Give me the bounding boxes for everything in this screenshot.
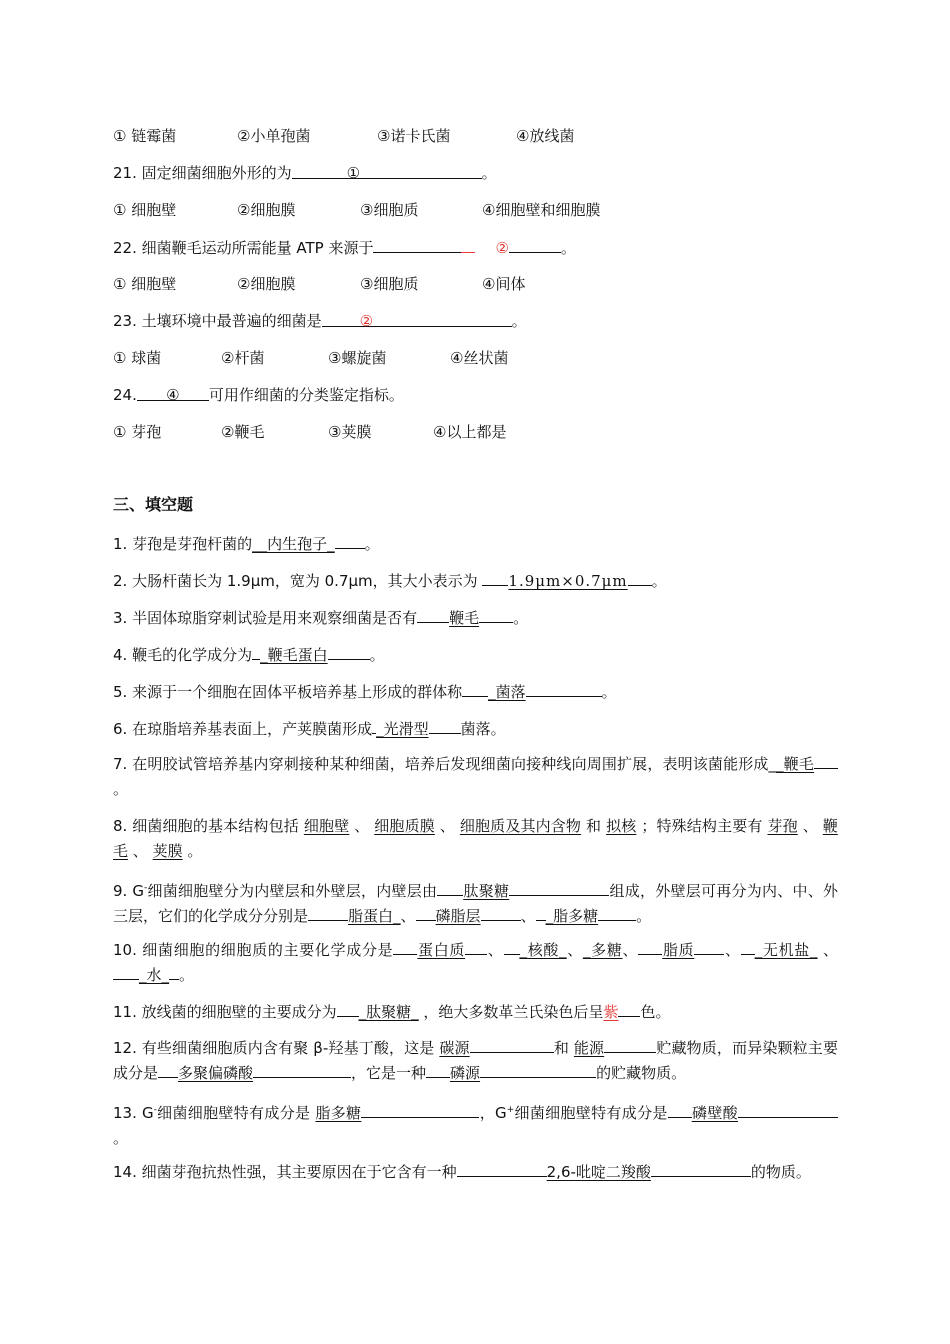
fill-11 — [113, 1000, 838, 1023]
blank — [158, 1061, 178, 1078]
fill-8 — [113, 814, 838, 864]
punct: 。 — [513, 609, 529, 627]
punct: 。 — [179, 966, 195, 984]
stem: 1. 芽孢是芽孢杆菌的 — [113, 535, 253, 553]
option: ③螺旋菌 — [328, 349, 387, 367]
blank — [668, 1101, 692, 1118]
stem: 和 — [553, 1039, 569, 1057]
answer: 能源 — [573, 1039, 605, 1057]
answer: 紫 — [603, 1003, 619, 1021]
fill-3 — [113, 606, 838, 629]
blank — [598, 904, 636, 921]
punct: 和 — [586, 817, 602, 835]
fill-1 — [113, 532, 838, 555]
question-stem: 22. 细菌鞭毛运动所需能量 ATP 来源于 — [113, 239, 374, 257]
punct: 、 — [400, 907, 416, 925]
option: ②鞭毛 — [221, 423, 265, 441]
stem: ；特殊结构主要有 — [641, 817, 763, 835]
blank — [814, 752, 838, 769]
stem: 4. 鞭毛的化学成分为 — [113, 646, 253, 664]
option: ④丝状菌 — [450, 349, 509, 367]
blank — [169, 963, 179, 980]
answer: 鞭毛 — [113, 817, 838, 860]
blank — [482, 569, 508, 586]
answer: _无机盐_ — [754, 941, 818, 959]
superscript: - — [153, 1105, 157, 1115]
stem: 14. 细菌芽孢抗热性强，其主要原因在于它含有一种 — [113, 1163, 457, 1181]
stem: 2. 大肠杆菌长为 1.9μm，宽为 0.7μm，其大小表示为 — [113, 572, 478, 590]
option: ① 细胞壁 — [113, 275, 177, 293]
stem: 8. 细菌细胞的基本结构包括 — [113, 817, 299, 835]
fill-4 — [113, 643, 838, 666]
blank — [462, 680, 488, 697]
blank — [509, 879, 609, 896]
punct: 。 — [511, 312, 527, 330]
answer: 芽孢 — [767, 817, 798, 835]
punct: 。 — [187, 842, 203, 860]
blank — [694, 938, 724, 955]
answer: ② — [359, 312, 374, 330]
superscript: - — [143, 883, 148, 893]
option: ① 细胞壁 — [113, 201, 177, 219]
blank — [416, 904, 436, 921]
answer-blank — [461, 236, 475, 253]
option: ① 链霉菌 — [113, 127, 177, 145]
section-heading: 三、填空题 — [113, 495, 194, 514]
punct: 、 — [622, 941, 639, 959]
blank — [465, 938, 487, 955]
answer: 脂蛋白_ — [348, 907, 401, 925]
superscript: + — [506, 1105, 515, 1115]
punct: 。 — [364, 535, 380, 553]
answer: 磷源 — [450, 1064, 481, 1082]
stem: 9. G — [113, 882, 144, 900]
blank — [361, 1101, 479, 1118]
stem: 13. G — [113, 1104, 154, 1122]
answer: _肽聚糖_ — [358, 1003, 419, 1021]
answer: _多糖 — [582, 941, 623, 959]
stem: 12. 有些细菌细胞质内含有聚 β-羟基丁酸，这是 — [113, 1039, 435, 1057]
option: ④以上都是 — [433, 423, 507, 441]
blank — [457, 1160, 547, 1177]
stem: 贮藏物质，而异染颗粒主要成分是 — [113, 1039, 838, 1082]
question-stem: 可用作细菌的分类鉴定指标。 — [208, 386, 404, 404]
answer: 碳源 — [439, 1039, 470, 1057]
q22-options — [113, 273, 838, 295]
punct: 、 — [822, 941, 838, 959]
question-21 — [113, 162, 838, 184]
answer: 磷脂层 — [435, 907, 481, 925]
answer: 脂质 — [662, 941, 695, 959]
option: ②细胞膜 — [237, 275, 296, 293]
answer: _鞭毛蛋白 — [260, 646, 328, 664]
answer-blank — [509, 236, 561, 253]
punct: 。 — [601, 683, 617, 701]
punct: 。 — [481, 164, 497, 182]
answer-blank — [373, 236, 461, 253]
fill-12 — [113, 1036, 838, 1086]
question-24 — [113, 384, 838, 406]
blank — [337, 1000, 359, 1017]
punct: 、 — [354, 817, 370, 835]
stem: 7. 在明胶试管培养基内穿刺接种某种细菌，培养后发现细菌向接种线向周围扩展，表明该菌能形成_ — [113, 755, 777, 773]
option: ③荚膜 — [328, 423, 372, 441]
stem: 组成，外壁层可再分为内、中、外三层，它们的化学成分分别是 — [113, 882, 838, 925]
blank — [252, 643, 260, 660]
blank — [741, 938, 755, 955]
q23-options — [113, 347, 838, 369]
answer: 拟核 — [606, 817, 637, 835]
punct: 、 — [487, 941, 504, 959]
fill-5 — [113, 680, 838, 703]
punct: 。 — [113, 1129, 129, 1147]
question-23 — [113, 310, 838, 332]
question-22 — [113, 236, 838, 259]
answer: ④ — [166, 386, 180, 404]
blank — [604, 1036, 656, 1053]
option: ③细胞质 — [360, 201, 419, 219]
blank — [308, 904, 348, 921]
blank — [526, 680, 602, 697]
answer: 细胞质及其内含物 — [459, 817, 582, 835]
punct: 、 — [439, 817, 455, 835]
answer: ② — [495, 239, 509, 257]
answer: _脂多糖 — [545, 907, 599, 925]
option: ③诺卡氏菌 — [377, 127, 451, 145]
answer: _鞭毛 — [776, 755, 814, 773]
option: ②杆菌 — [221, 349, 265, 367]
punct: 、 — [132, 842, 148, 860]
q20-options — [113, 125, 838, 147]
stem: 的物质。 — [750, 1163, 811, 1181]
blank — [253, 1061, 351, 1078]
answer: __内生孢子_ — [252, 535, 335, 553]
question-number: 24. — [113, 386, 137, 404]
blank — [113, 963, 139, 980]
option: ③细胞质 — [360, 275, 419, 293]
stem: 5. 来源于一个细胞在固体平板培养基上形成的群体称 — [113, 683, 463, 701]
punct: 。 — [369, 646, 385, 664]
blank — [651, 1160, 751, 1177]
blank — [618, 1000, 640, 1017]
answer: _核酸_ — [519, 941, 567, 959]
option: ④细胞壁和细胞膜 — [482, 201, 601, 219]
stem: ，它是一种 — [351, 1064, 427, 1082]
option: ②细胞膜 — [237, 201, 296, 219]
answer-blank — [322, 310, 512, 330]
blank — [480, 1061, 596, 1078]
question-stem: 23. 土壤环境中最普遍的细菌是 — [113, 312, 322, 330]
answer: 肽聚糖 — [463, 882, 510, 900]
stem: 色。 — [640, 1003, 671, 1021]
punct: 。 — [560, 239, 576, 257]
fill-7 — [113, 752, 838, 802]
blank — [738, 1101, 838, 1118]
option: ④放线菌 — [516, 127, 575, 145]
answer: 磷壁酸 — [691, 1104, 738, 1122]
answer: _菌落 — [488, 683, 526, 701]
punct: 、 — [566, 941, 583, 959]
blank — [470, 1036, 554, 1053]
question-stem: 21. 固定细菌细胞外形的为 — [113, 164, 292, 182]
punct: 。 — [113, 780, 129, 798]
answer: 脂多糖 — [315, 1104, 362, 1122]
stem: 的贮藏物质。 — [596, 1064, 687, 1082]
stem: ，绝大多数革兰氏染色后呈 — [423, 1003, 604, 1021]
blank — [481, 904, 521, 921]
option: ②小单孢菌 — [237, 127, 311, 145]
answer: 1.9μm×0.7μm — [508, 572, 628, 590]
answer-blank — [292, 162, 482, 182]
answer: 荚膜 — [152, 842, 183, 860]
blank — [393, 938, 417, 955]
blank — [417, 606, 449, 623]
fill-14 — [113, 1160, 838, 1185]
answer: 蛋白质 — [417, 941, 466, 959]
blank — [429, 717, 461, 734]
option: ① 球菌 — [113, 349, 162, 367]
blank — [638, 938, 662, 955]
answer: ① — [346, 164, 361, 182]
answer: 细胞壁 — [303, 817, 350, 835]
fill-2 — [113, 569, 838, 592]
blank — [504, 938, 520, 955]
answer-blank — [137, 384, 209, 404]
q21-options — [113, 199, 838, 221]
punct: 。 — [651, 572, 667, 590]
fill-10 — [113, 938, 838, 988]
blank — [426, 1061, 450, 1078]
punct: 、 — [520, 907, 536, 925]
blank — [628, 569, 652, 586]
option: ① 芽孢 — [113, 423, 162, 441]
blank — [335, 532, 365, 549]
punct: 。 — [636, 907, 652, 925]
answer: _水_ — [139, 966, 170, 984]
stem: 细菌细胞壁特有成分是 — [514, 1104, 668, 1122]
stem: 6. 在琼脂培养基表面上，产荚膜菌形成 — [113, 720, 373, 738]
stem: 细菌细胞壁特有成分是 — [156, 1104, 311, 1122]
answer: 多聚偏磷酸 — [178, 1064, 254, 1082]
stem: 菌落。 — [460, 720, 506, 738]
q24-options — [113, 421, 838, 443]
blank — [479, 606, 513, 623]
punct: 、 — [724, 941, 741, 959]
stem: 11. 放线菌的细胞壁的主要成分为 — [113, 1003, 337, 1021]
fill-6 — [113, 717, 838, 740]
stem: 10. 细菌细胞的细胞质的主要化学成分是 — [113, 941, 394, 959]
answer: 细胞质膜 — [374, 817, 435, 835]
stem: 3. 半固体琼脂穿刺试验是用来观察细菌是否有 — [113, 609, 418, 627]
blank — [536, 904, 546, 921]
fill-9 — [113, 876, 838, 929]
fill-13 — [113, 1098, 838, 1151]
stem: 细菌细胞壁分为内壁层和外壁层，内壁层由 — [147, 882, 438, 900]
option: ④间体 — [482, 275, 526, 293]
punct: 、 — [802, 817, 818, 835]
answer: 2,6-吡啶二羧酸 — [546, 1163, 651, 1181]
blank — [437, 879, 463, 896]
answer: 鞭毛 — [449, 609, 480, 627]
blank — [328, 643, 370, 660]
answer: _光滑型 — [376, 720, 429, 738]
stem: ，G — [479, 1104, 507, 1122]
